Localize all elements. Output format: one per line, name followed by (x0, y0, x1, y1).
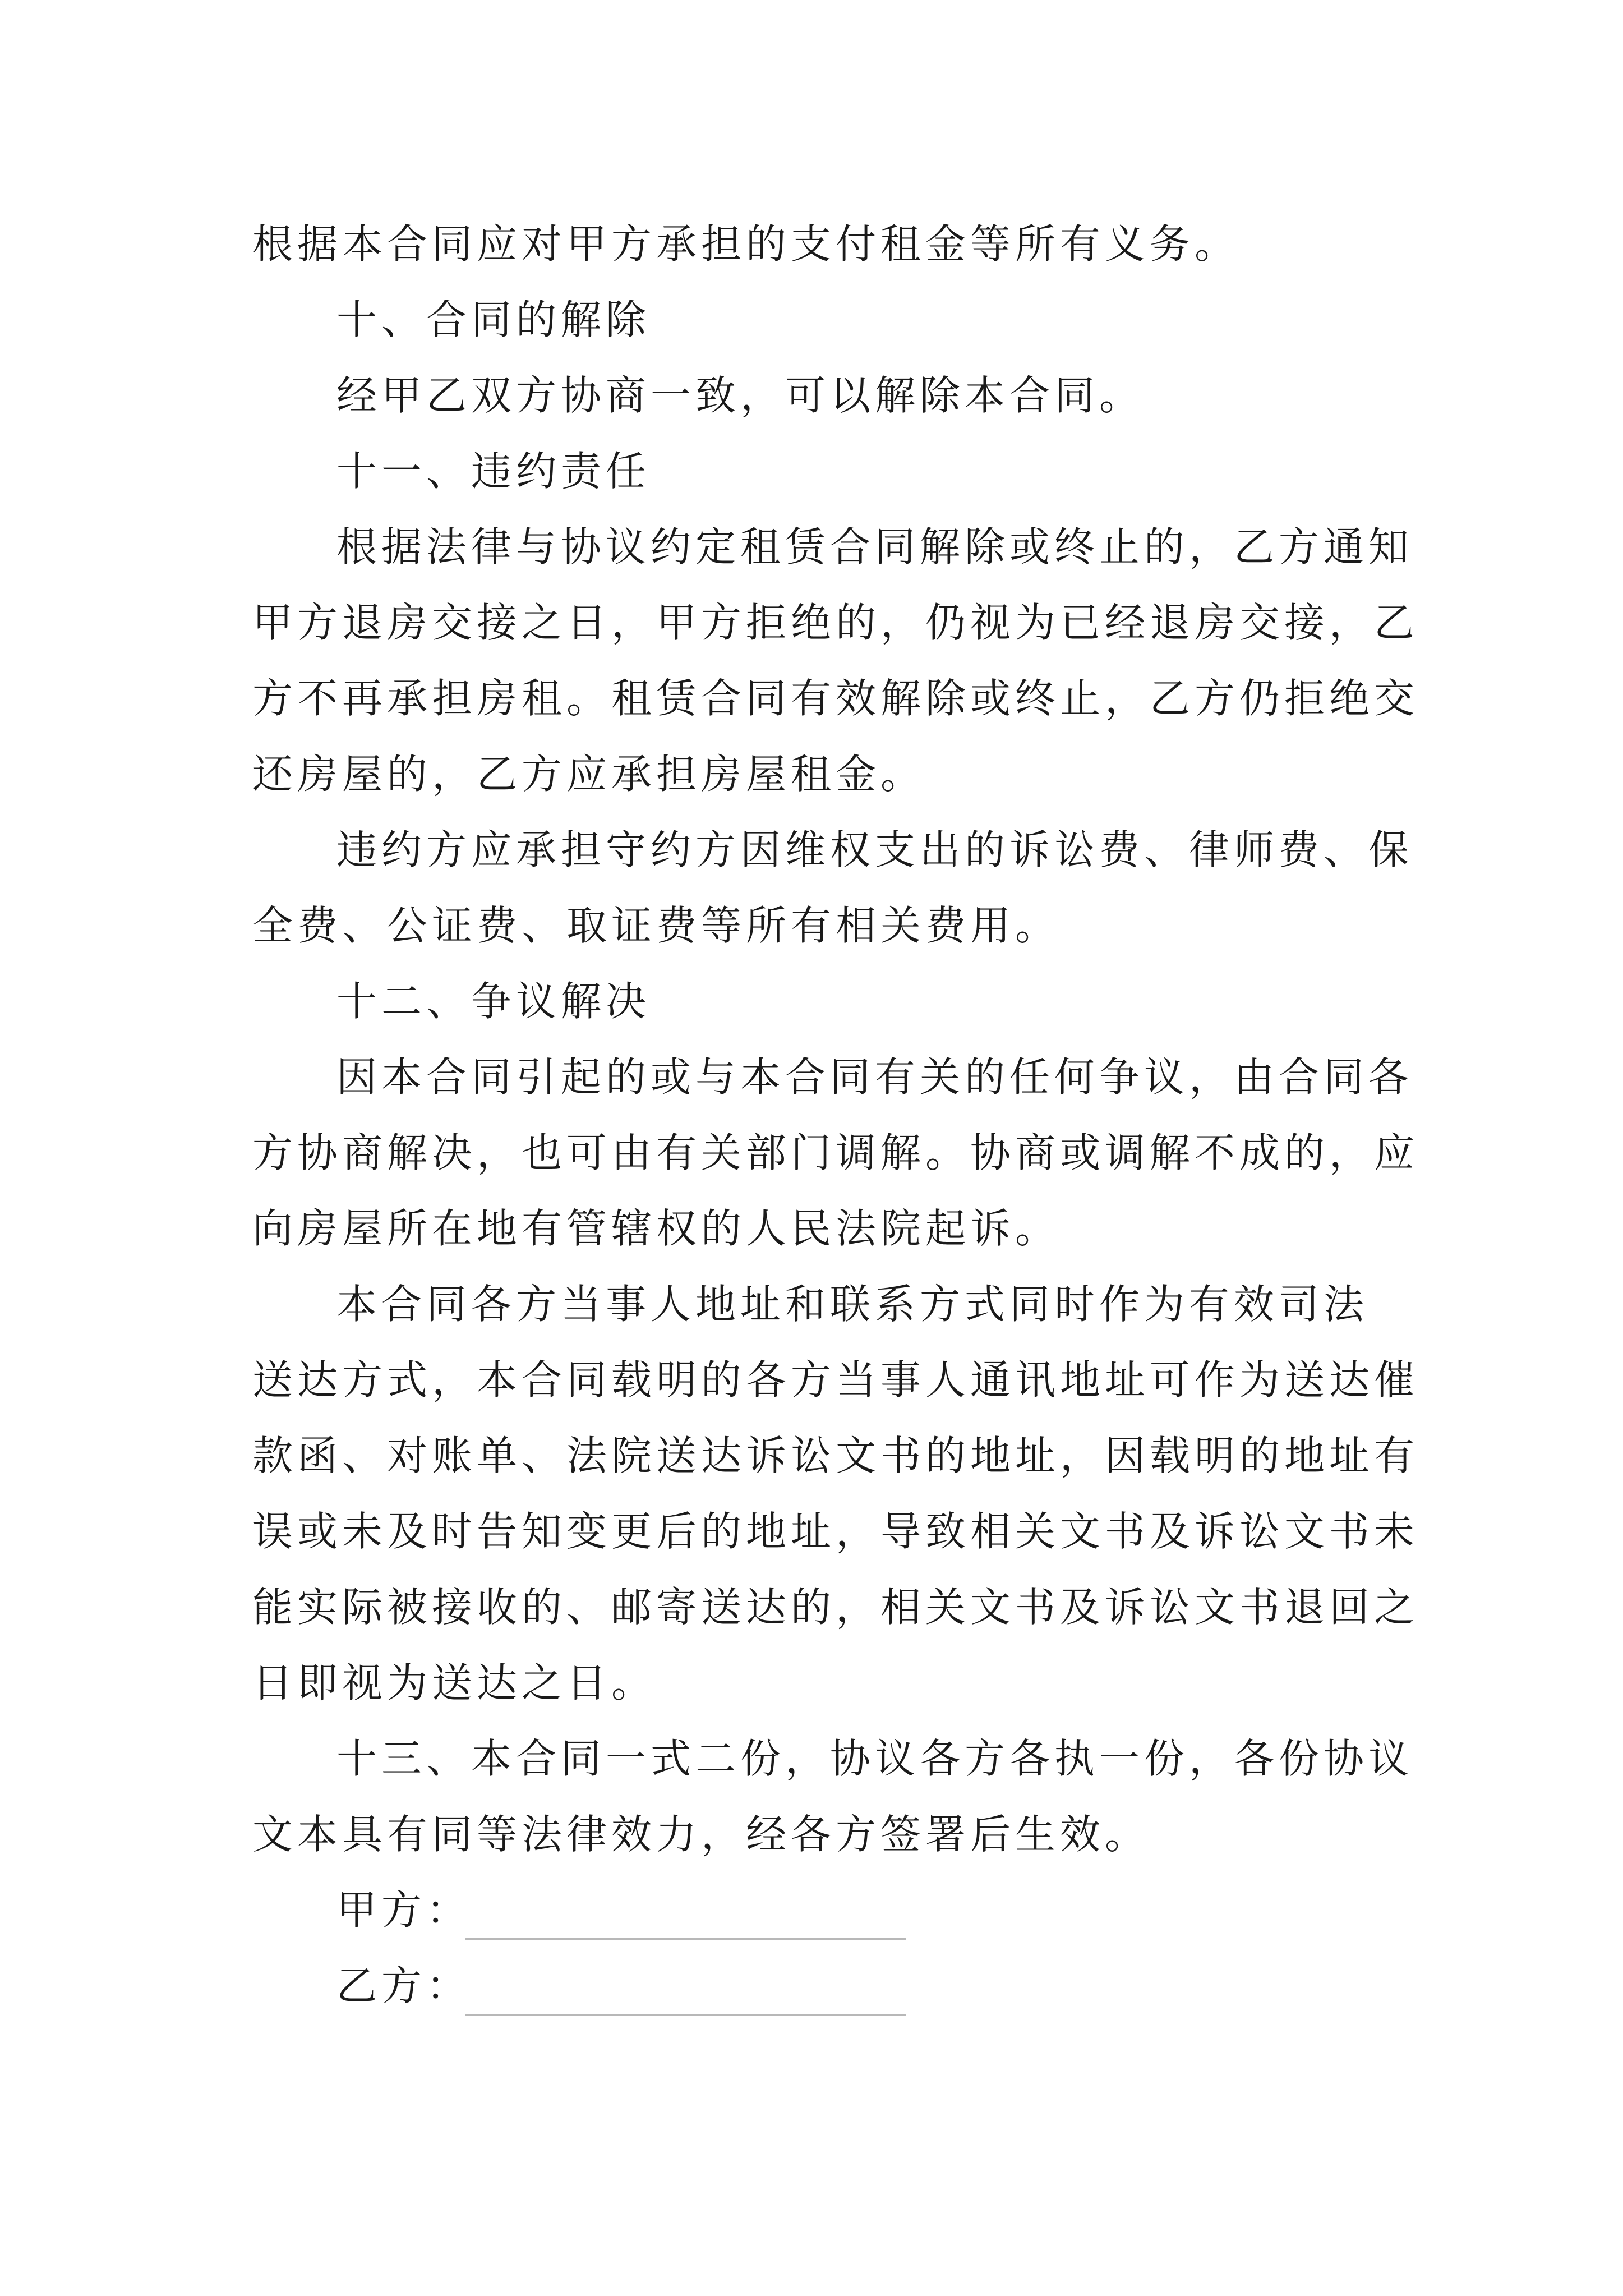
party-b-signature-line[interactable] (465, 2014, 906, 2016)
section-heading: 十一、违约责任 (336, 448, 651, 495)
text-line: 能实际被接收的、邮寄送达的，相关文书及诉讼文书退回之 (252, 1584, 1419, 1631)
text-line: 款函、对账单、法院送达诉讼文书的地址，因载明的地址有 (252, 1432, 1419, 1479)
party-a-label: 甲方： (336, 1887, 472, 1934)
party-a-signature-line[interactable] (465, 1938, 906, 1940)
text-line: 日即视为送达之日。 (252, 1659, 657, 1706)
text-line: 误或未及时告知变更后的地址，导致相关文书及诉讼文书未 (252, 1508, 1419, 1555)
text-line: 送达方式，本合同载明的各方当事人通讯地址可作为送达催 (252, 1356, 1419, 1404)
text-line: 经甲乙双方协商一致，可以解除本合同。 (336, 372, 1145, 419)
section-heading: 十、合同的解除 (336, 296, 651, 343)
text-line: 向房屋所在地有管辖权的人民法院起诉。 (252, 1205, 1061, 1252)
text-line: 文本具有同等法律效力，经各方签署后生效。 (252, 1811, 1150, 1858)
text-line: 还房屋的，乙方应承担房屋租金。 (252, 751, 926, 798)
text-line: 根据本合同应对甲方承担的支付租金等所有义务。 (252, 220, 1240, 268)
text-line: 甲方退房交接之日，甲方拒绝的，仍视为已经退房交接，乙 (252, 599, 1419, 646)
text-line: 根据法律与协议约定租赁合同解除或终止的，乙方通知 (336, 523, 1414, 570)
text-line: 全费、公证费、取证费等所有相关费用。 (252, 902, 1061, 949)
text-line: 违约方应承担守约方因维权支出的诉讼费、律师费、保 (336, 826, 1414, 873)
text-line: 十三、本合同一式二份，协议各方各执一份，各份协议 (336, 1735, 1414, 1782)
text-line: 方不再承担房租。租赁合同有效解除或终止，乙方仍拒绝交 (252, 675, 1419, 722)
party-b-label: 乙方： (336, 1962, 472, 2009)
text-line: 因本合同引起的或与本合同有关的任何争议，由合同各 (336, 1053, 1414, 1101)
text-line: 本合同各方当事人地址和联系方式同时作为有效司法 (336, 1281, 1369, 1328)
text-line: 方协商解决，也可由有关部门调解。协商或调解不成的，应 (252, 1129, 1419, 1176)
section-heading: 十二、争议解决 (336, 978, 651, 1025)
